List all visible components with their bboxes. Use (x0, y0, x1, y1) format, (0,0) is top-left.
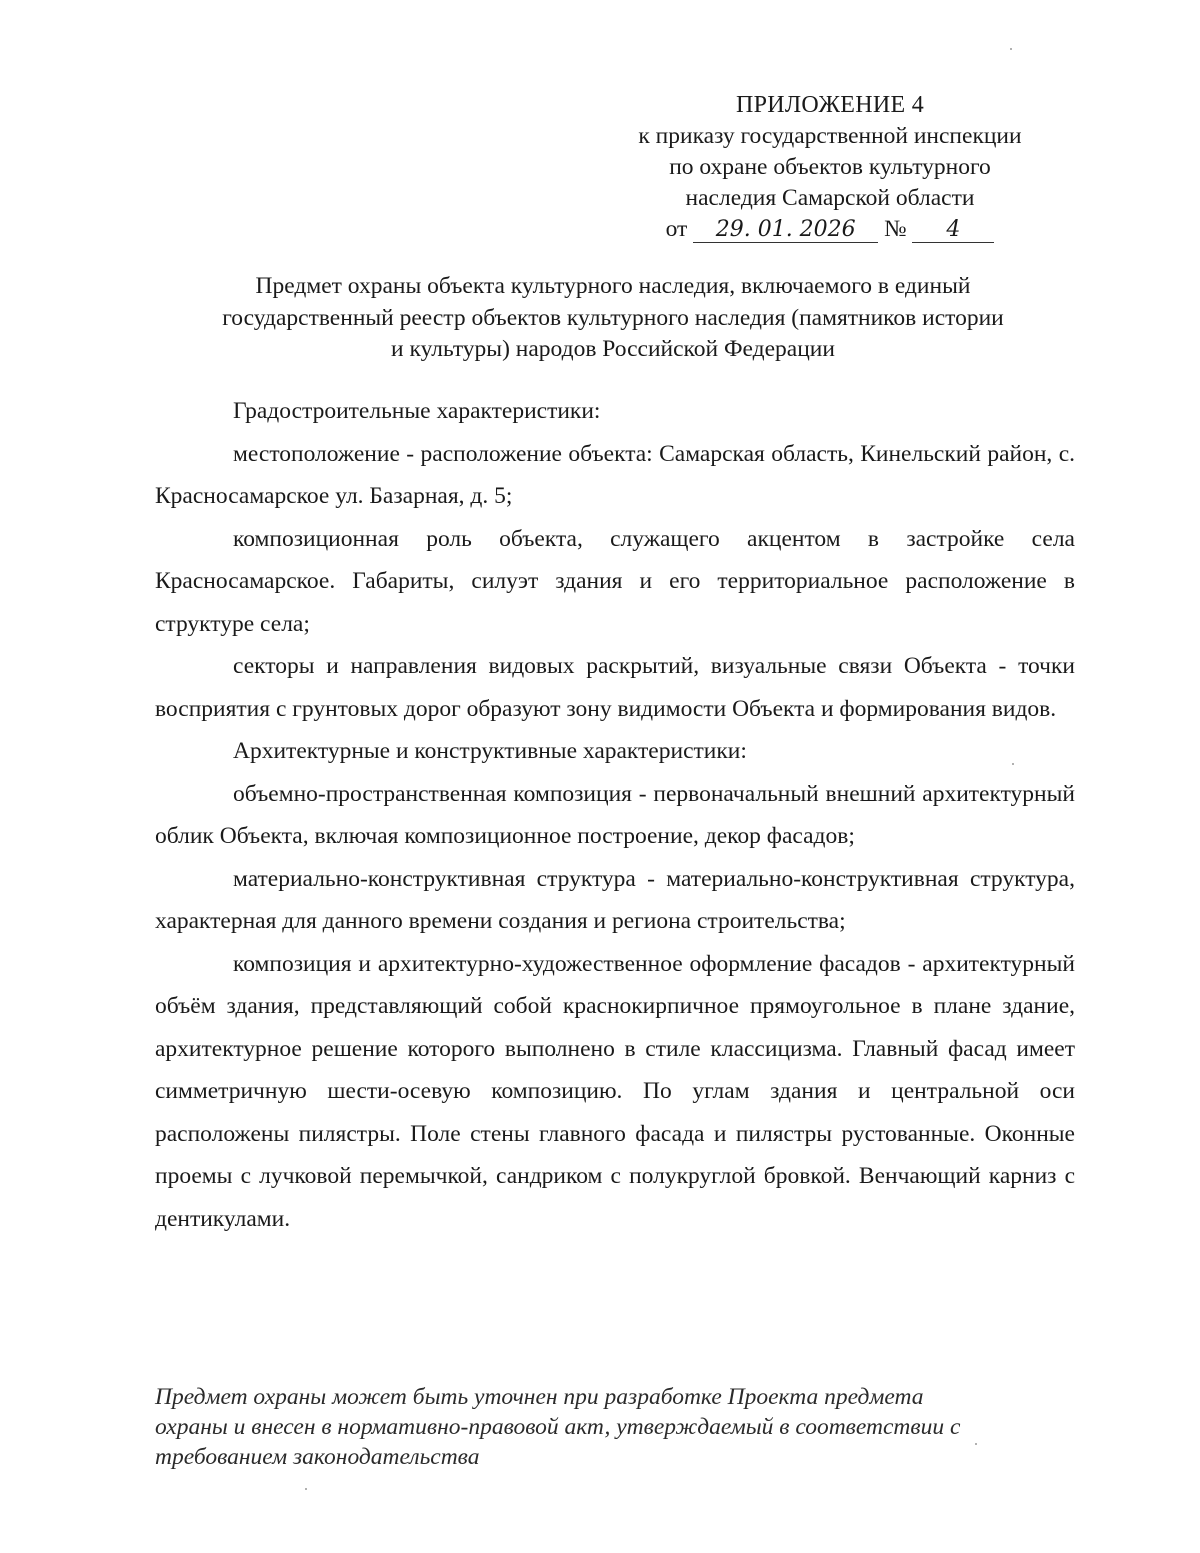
heading-line-1: Предмет охраны объекта культурного наследия, включаемого в единый (255, 273, 971, 299)
paragraph-location: местоположение - расположение объекта: Самарская область, Кинельский район, с. Красносамарское ул. Базарная, д. 5; (155, 440, 1075, 509)
handwritten-date: 29. 01. 2026 (693, 218, 878, 243)
paragraph-material-structure: материально-конструктивная структура - материально-конструктивная структура, характерная для данного времени создания и региона строительства; (155, 865, 1075, 934)
paragraph-volume-composition: объемно-пространственная композиция - первоначальный внешний архитектурный облик Объекта, включая композиционное построение, декор фасадов; (155, 780, 1075, 849)
document-body (155, 390, 1075, 1240)
heading-line-2: государственный реестр объектов культурного наследия (памятников истории (222, 304, 1004, 331)
footnote-line-3: требованием законодательства (155, 1444, 480, 1470)
scan-speck (975, 1443, 977, 1445)
appendix-title: ПРИЛОЖЕНИЕ 4 (735, 92, 925, 118)
appendix-block (560, 90, 1100, 245)
appendix-line-1: к приказу государственной инспекции (638, 123, 1022, 149)
heading-line-3: и культуры) народов Российской Федерации (391, 336, 835, 362)
paragraph-view-sectors: секторы и направления видовых раскрытий, визуальные связи Объекта - точки восприятия с грунтовых дорог образуют зону видимости Объекта и формирования видов. (155, 653, 1075, 722)
paragraph-facade-composition: композиция и архитектурно-художественное оформление фасадов - архитектурный объём здания, представляющий собой краснокирпичное прямоугольное в плане здание, архитектурное решение которого выполнено в стиле классицизма. Главный фасад имеет симметричную шести-осевую композицию. По углам здания и центральной оси расположены пилястры. Поле стены главного фасада и пилястры рустованные. Оконные проемы с лучковой перемычкой, сандриком с полукруглой бровкой. Венчающий карниз с дентикулами. (155, 950, 1075, 1232)
date-label: от (665, 216, 688, 242)
document-heading (150, 271, 1076, 366)
order-date-line (560, 214, 1100, 245)
appendix-line-3: наследия Самарской области (685, 185, 975, 211)
appendix-line-2: по охране объектов культурного (669, 154, 991, 180)
footnote-line-1: Предмет охраны может быть уточнен при разработке Проекта предмета (155, 1384, 924, 1410)
footnote (155, 1382, 1075, 1472)
handwritten-number: 4 (912, 218, 994, 243)
scan-speck (305, 1488, 307, 1490)
number-label: № (884, 216, 907, 242)
footnote-line-2: охраны и внесен в нормативно-правовой акт, утверждаемый в соответствии с (155, 1414, 961, 1440)
scan-speck (1012, 763, 1014, 765)
paragraph-compositional-role: композиционная роль объекта, служащего акцентом в застройке села Красносамарское. Габариты, силуэт здания и его территориальное расположение в структуре села; (155, 525, 1075, 637)
scan-speck (1010, 48, 1012, 50)
section-title-architectural: Архитектурные и конструктивные характеристики: (233, 738, 747, 764)
section-title-urban-planning: Градостроительные характеристики: (233, 398, 601, 424)
